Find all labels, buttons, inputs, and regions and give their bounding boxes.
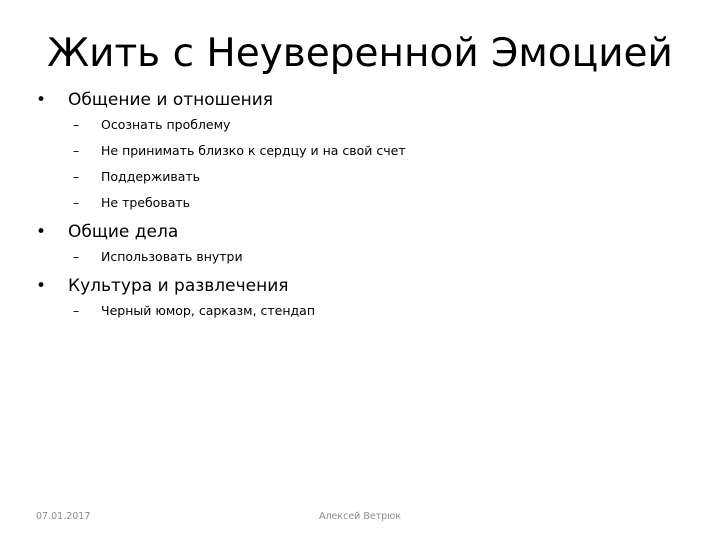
dash-icon: – <box>73 195 80 210</box>
sub-item <box>36 168 676 186</box>
bullet-list <box>36 84 676 328</box>
sub-item-label: Не требовать <box>101 195 191 210</box>
bullet-item-culture <box>36 274 676 298</box>
slide-title: Жить с Неуверенной Эмоцией <box>47 31 673 76</box>
bullet-item-shared-tasks <box>36 220 676 244</box>
bullet-icon: • <box>36 222 47 242</box>
sub-list-culture <box>36 302 676 320</box>
sub-item-label: Осознать проблему <box>101 117 231 132</box>
sub-item-label: Не принимать близко к сердцу и на свой счет <box>101 143 406 158</box>
dash-icon: – <box>73 117 80 132</box>
bullet-label: Общение и отношения <box>68 90 274 110</box>
dash-icon: – <box>73 169 80 184</box>
bullet-icon: • <box>36 90 47 110</box>
sub-item-label: Черный юмор, сарказм, стендап <box>101 303 316 318</box>
bullet-label: Общие дела <box>68 222 179 242</box>
dash-icon: – <box>73 249 80 264</box>
sub-list-communication <box>36 116 676 212</box>
bullet-item-communication <box>36 88 676 112</box>
sub-item <box>36 302 676 320</box>
dash-icon: – <box>73 303 80 318</box>
bullet-label: Культура и развлечения <box>68 276 289 296</box>
bullet-icon: • <box>36 276 47 296</box>
sub-item <box>36 142 676 160</box>
footer-date: 07.01.2017 <box>36 511 91 522</box>
sub-item <box>36 194 676 212</box>
dash-icon: – <box>73 143 80 158</box>
footer-author: Алексей Ветрюк <box>318 511 402 522</box>
sub-item-label: Использовать внутри <box>101 249 243 264</box>
sub-item <box>36 248 676 266</box>
sub-item <box>36 116 676 134</box>
sub-item-label: Поддерживать <box>101 169 201 184</box>
sub-list-shared-tasks <box>36 248 676 266</box>
